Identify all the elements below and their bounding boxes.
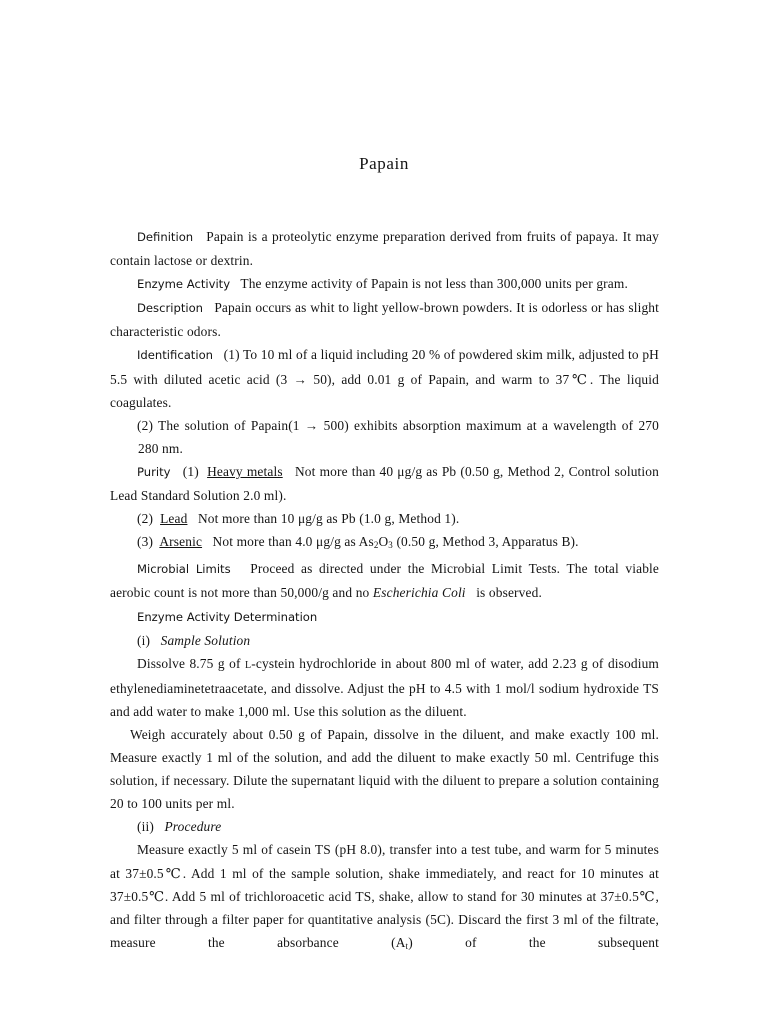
sample-solution-text-1a: Dissolve 8.75 g of — [137, 655, 241, 671]
purity-item1-text: Not more than 40 μg/g as Pb (0.50 g, Method 2, Control solution Lead Standard Solution 2.0 ml). — [110, 463, 659, 504]
procedure-subheading — [110, 815, 659, 838]
procedure-text-1b: ) of the subsequent — [408, 934, 659, 950]
identification-paragraph-2 — [110, 414, 659, 460]
sample-solution-num: (i) — [137, 632, 151, 648]
sample-solution-paragraph-1 — [110, 652, 659, 723]
purity-item3-label: Arsenic — [159, 534, 203, 550]
determination-heading-paragraph — [110, 605, 659, 629]
sample-solution-subheading — [110, 629, 659, 652]
purity-item3-num: (3) — [137, 534, 154, 550]
purity-item3-text-c: (0.50 g, Method 3, Apparatus B). — [396, 534, 579, 550]
identification-text-2b: 280 nm. — [138, 440, 183, 456]
procedure-label: Procedure — [164, 819, 222, 835]
purity-paragraph-3 — [110, 530, 659, 557]
description-text: Papain occurs as whit to light yellow-brown powders. It is odorless or has slight characteristic odors. — [110, 300, 660, 340]
procedure-num: (ii) — [137, 819, 154, 835]
page-title: Papain — [359, 154, 409, 173]
document-body — [110, 225, 659, 958]
identification-text-1: (1) To 10 ml of a liquid including 20 % of powdered skim milk, adjusted to pH 5.5 with diluted acetic acid (3 → 50), add 0.01 g of Papain, and warm to 37℃. The liquid coagulates. — [110, 347, 659, 410]
enzyme-activity-paragraph — [110, 272, 659, 296]
purity-item3-sub1: 2 — [373, 540, 379, 551]
purity-paragraph-1 — [110, 460, 659, 507]
purity-item1-label: Heavy metals — [207, 463, 283, 479]
microbial-limits-organism: Escherichia Coli — [372, 585, 466, 601]
microbial-limits-text-b: is observed. — [476, 585, 542, 601]
definition-heading: Definition — [137, 230, 194, 244]
purity-item3-text-a: Not more than 4.0 μg/g as As — [212, 534, 374, 550]
purity-item3-text-b: O — [378, 534, 389, 550]
definition-text: Papain is a proteolytic enzyme preparation derived from fruits of papaya. It may contain lactose or dextrin. — [110, 229, 659, 269]
determination-heading: Enzyme Activity Determination — [137, 609, 318, 624]
identification-text-2a: (2) The solution of Papain(1 → 500) exhibits absorption maximum at a wavelength of 270 — [137, 417, 659, 433]
procedure-paragraph-1 — [110, 838, 659, 957]
purity-item1-num: (1) — [182, 463, 199, 479]
sample-solution-paragraph-2 — [110, 723, 659, 815]
enzyme-activity-text: The enzyme activity of Papain is not less than 300,000 units per gram. — [240, 276, 628, 292]
identification-heading: Identification — [137, 348, 214, 363]
microbial-limits-text-a: Proceed as directed under the Microbial Limit Tests. The total viable aerobic count is not more than 50,000/g and no — [110, 561, 659, 601]
microbial-limits-paragraph — [110, 557, 659, 604]
procedure-text-1a: Measure exactly 5 ml of casein TS (pH 8.0), transfer into a test tube, and warm for 5 minutes at 37±0.5℃. Add 1 ml of the sample solution, shake immediately, and react for 10 minutes at 37±0.5℃. Add 5 ml of trichloroacetic acid TS, shake, allow to stand for 30 minutes at 37±0.5℃, and filter through a filter paper for quantitative analysis (5C). Discard the first 3 ml of the filtrate, measure the absorbance (A — [110, 842, 659, 950]
purity-paragraph-2 — [110, 507, 659, 530]
description-paragraph — [110, 296, 659, 343]
enzyme-activity-heading: Enzyme Activity — [137, 277, 231, 292]
purity-item2-num: (2) — [137, 511, 154, 527]
purity-item2-text: Not more than 10 μg/g as Pb (1.0 g, Method 1). — [197, 511, 460, 527]
procedure-sub-t: t — [405, 940, 409, 951]
identification-paragraph-1 — [110, 343, 659, 413]
sample-solution-label: Sample Solution — [160, 632, 251, 648]
sample-solution-smallcaps: L — [245, 659, 252, 671]
description-heading: Description — [137, 301, 204, 316]
purity-item3-sub2: 3 — [388, 540, 393, 551]
sample-solution-text-1b: -cystein hydrochloride in about 800 ml of water, add 2.23 g of disodium ethylenediaminetetraacetate, and dissolve. Adjust the pH to 4.5 with 1 mol/l sodium hydroxide TS and add water to make 1,000 ml. Use this solution as the diluent. — [110, 655, 659, 719]
definition-paragraph — [110, 225, 659, 272]
purity-heading: Purity — [137, 464, 171, 479]
microbial-limits-heading: Microbial Limits — [137, 562, 231, 577]
purity-item2-label: Lead — [160, 511, 188, 527]
sample-solution-text-2: Weigh accurately about 0.50 g of Papain, dissolve in the diluent, and make exactly 100 ml. Measure exactly 1 ml of the solution, and add the diluent to make exactly 50 ml. Centrifuge this solution, if necessary. Dilute the supernatant liquid with the diluent to prepare a solution containing 20 to 100 units per ml. — [110, 726, 659, 812]
